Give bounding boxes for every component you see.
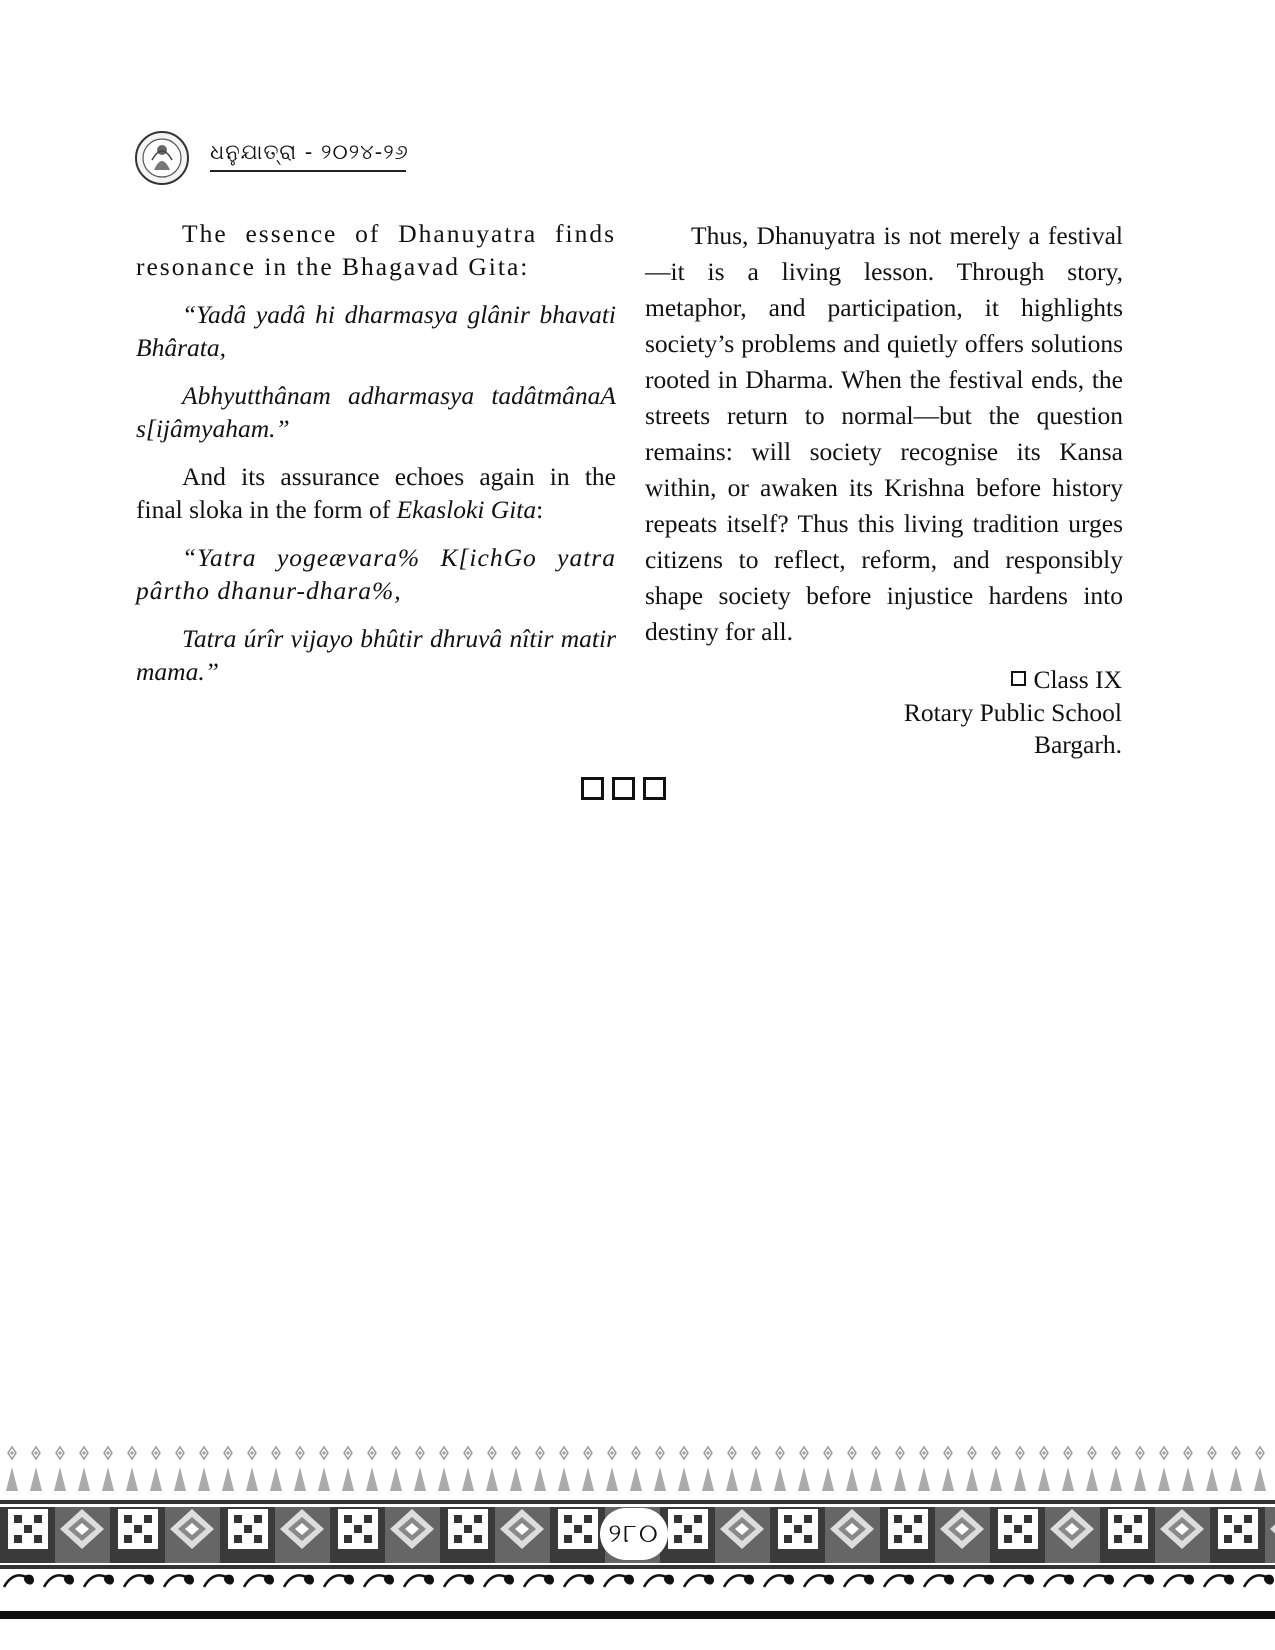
end-square-icon	[643, 777, 666, 800]
signature-place: Bargarh.	[1033, 730, 1122, 759]
seal-logo-icon	[134, 130, 190, 186]
ekasloki-gita-title: Ekasloki Gita	[396, 494, 537, 524]
signature-class	[904, 664, 1122, 697]
header-underline	[210, 170, 406, 172]
assurance-paragraph	[136, 461, 616, 526]
gita-quote-line-1: “Yadâ yadâ hi dharmasya glânir bhavati Bhârata,	[136, 300, 616, 362]
page-number: ୨୮୦	[600, 1508, 668, 1560]
signature-class-text: Class IX	[1033, 665, 1122, 694]
left-column	[136, 218, 616, 688]
end-square-icon	[581, 777, 604, 800]
assurance-text-b: :	[536, 494, 544, 524]
signature-school: Rotary Public School	[903, 697, 1122, 727]
gita-quote-line-2: Abhyutthânam adharmasya tadâtmânaA s[ijâmyaham.”	[136, 381, 616, 443]
author-signature	[904, 664, 1122, 762]
end-mark	[581, 777, 666, 800]
square-bullet-icon	[1011, 671, 1026, 686]
assurance-text-a: And its assurance echoes again in the final sloka in the form of	[136, 462, 616, 524]
publication-title: ଧନୁଯାତ୍ରା - ୨୦୨୪-୨୬	[210, 140, 409, 164]
intro-paragraph: The essence of Dhanuyatra finds resonance in the Bhagavad Gita:	[136, 219, 616, 281]
ekasloki-quote-line-1: “Yatra yogeævara% K[ichGo yatra pârtho dhanur-dhara%,	[136, 543, 616, 605]
ekasloki-quote-line-2: Tatra úrîr vijayo bhûtir dhruvâ nîtir matir mama.”	[136, 624, 616, 686]
right-column	[645, 218, 1123, 650]
conclusion-paragraph: Thus, Dhanuyatra is not merely a festival—it is a living lesson. Through story, metaphor, and participation, it highlights society’s problems and quietly offers solutions rooted in Dharma. When the festival ends, the streets return to normal—but the question remains: will society recognise its Kansa within, or awaken its Krishna before history repeats itself? Thus this living tradition urges citizens to reflect, reform, and responsibly shape society before injustice hardens into destiny for all.	[645, 221, 1123, 646]
end-square-icon	[612, 777, 635, 800]
